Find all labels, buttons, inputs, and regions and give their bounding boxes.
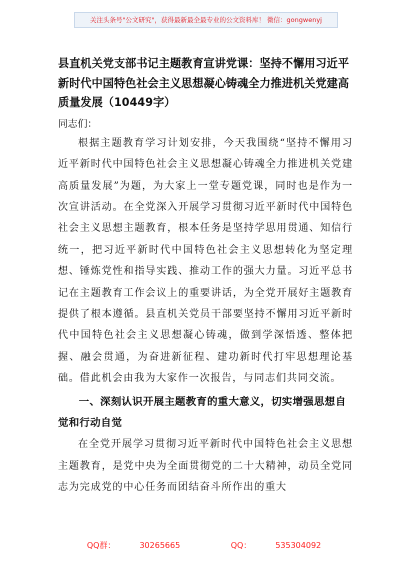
- salutation: 同志们：: [58, 118, 98, 130]
- qq-contact: [219, 540, 333, 551]
- paragraph-section-1: 在全党开展学习贯彻习近平新时代中国特色社会主义思想主题教育，是党中央为全面贯彻党的二十大精神，动员全党同志为完成党的中心任务而团结奋斗所作出的重大: [58, 439, 353, 494]
- qq-label: QQ：: [230, 541, 252, 550]
- paragraph-intro: 根据主题教育学习计划安排，今天我围绕“坚持不懈用习近平新时代中国特色社会主义思想凝心铸魂全力推进机关党建高质量发展”为题，为大家上一堂专题党课，同时也是作为一次宣讲活动。在全党深入开展学习贯彻习近平新时代中国特色社会主义思想主题教育，根本任务是坚持学思用贯通、知信行统一，把习近平新时代中国特色社会主义思想转化为坚定理想、锤炼党性和指导实践、推动工作的强大力量。习近平总书记在主题教育工作会议上的重要讲话，为全党开展好主题教育提供了根本遵循。县直机关党员干部要坚持不懈用习近平新时代中国特色社会主义思想凝心铸魂，做到学深悟透、整体把握、融会贯通，为奋进新征程、建功新时代打牢思想理论基础。借此机会由我为大家作一次报告，与同志们共同交流。: [58, 137, 353, 385]
- qq-group-label: QQ群：: [86, 541, 116, 550]
- page-footer: [0, 540, 408, 551]
- document-body: [58, 54, 353, 499]
- qq-group-contact: [75, 540, 192, 551]
- document-title: 县直机关党支部书记主题教育宣讲党课：坚持不懈用习近平新时代中国特色社会主义思想凝心铸魂全力推进机关党建高质量发展（10449字）: [58, 57, 350, 110]
- qq-group-number: 30265665: [139, 541, 181, 550]
- promo-banner-text: 关注头条号"公文研究"，获得最新最全最专业的公文资料库！ 微信：gongwenyj: [90, 16, 322, 24]
- section-heading-1: 一、深刻认识开展主题教育的重大意义，切实增强思想自觉和行动自觉: [58, 395, 347, 430]
- promo-banner: [74, 12, 338, 28]
- qq-number: 535304092: [275, 541, 322, 550]
